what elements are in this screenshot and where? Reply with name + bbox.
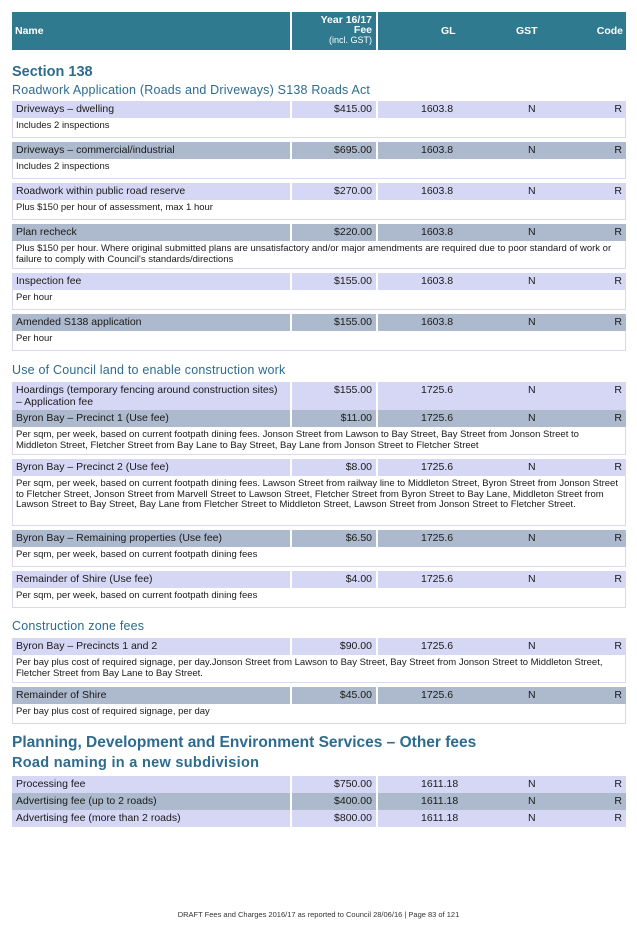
table-header (12, 12, 626, 50)
table-row: Driveways – commercial/industrial $695.00 1603.8 N R (12, 142, 626, 159)
table-row: Advertising fee (up to 2 roads) $400.00 1611.18 N R (12, 793, 626, 810)
section-subtitle: Construction zone fees (12, 619, 145, 633)
header-codes (378, 12, 626, 50)
header-gl: GL (441, 25, 456, 37)
table-row: Byron Bay – Precinct 1 (Use fee) $11.00 1725.6 N R (12, 410, 626, 427)
table-row: Plan recheck $220.00 1603.8 N R (12, 224, 626, 241)
table-row: Byron Bay – Precinct 2 (Use fee) $8.00 1725.6 N R (12, 459, 626, 476)
row-description: Includes 2 inspections (12, 118, 626, 138)
row-description: Includes 2 inspections (12, 159, 626, 179)
row-description: Per bay plus cost of required signage, per day (12, 704, 626, 724)
table-row: Byron Bay – Remaining properties (Use fee) $6.50 1725.6 N R (12, 530, 626, 547)
header-gst: GST (516, 25, 538, 37)
section-subtitle: Road naming in a new subdivision (12, 755, 260, 771)
table-row: Advertising fee (more than 2 roads) $800.00 1611.18 N R (12, 810, 626, 827)
section-subtitle: Use of Council land to enable construction work (12, 363, 286, 377)
table-row: Byron Bay – Precincts 1 and 2 $90.00 1725.6 N R (12, 638, 626, 655)
row-description: Plus $150 per hour. Where original submitted plans are unsatisfactory and/or major amendments are required due to poor standard of work or failure to comply with Council's standards/directions (12, 241, 626, 269)
row-description: Per hour (12, 290, 626, 310)
row-description: Per sqm, per week, based on current footpath dining fees (12, 588, 626, 608)
header-name: Name (12, 12, 290, 50)
page-footer: DRAFT Fees and Charges 2016/17 as reported to Council 28/06/16 | Page 83 of 121 (177, 910, 460, 919)
section-subtitle: Roadwork Application (Roads and Driveways) S138 Roads Act (12, 83, 371, 97)
table-row: Amended S138 application $155.00 1603.8 N R (12, 314, 626, 331)
row-description: Per hour (12, 331, 626, 351)
section-title: Section 138 (12, 64, 93, 80)
row-description: Per sqm, per week, based on current footpath dining fees (12, 547, 626, 567)
row-description: Per bay plus cost of required signage, per day.Jonson Street from Lawson to Bay Street, Bay Street from Jonson Street to Middleton Street, Fletcher Street from Bay Lane to Bay Street. (12, 655, 626, 683)
header-code: Code (596, 25, 623, 37)
table-row: Driveways – dwelling $415.00 1603.8 N R (12, 101, 626, 118)
table-row: Inspection fee $155.00 1603.8 N R (12, 273, 626, 290)
row-description: Plus $150 per hour of assessment, max 1 hour (12, 200, 626, 220)
row-description: Per sqm, per week, based on current footpath dining fees. Lawson Street from railway line to Middleton Street, Byron Street from Jonson Street to Fletcher Street, Jonson Street from Marvell Street to Lawson Street, Fletcher Street from Byron Street to Bay Lane, Middleton Street from Lawson Street to Bay Street, Bay Lane from Fletcher Street to Middleton Street, Lawson Street from Jonson Street to Fletcher Street. (12, 476, 626, 526)
table-row: Processing fee $750.00 1611.18 N R (12, 776, 626, 793)
table-row: Remainder of Shire $45.00 1725.6 N R (12, 687, 626, 704)
row-description: Per sqm, per week, based on current footpath dining fees. Jonson Street from Lawson to Bay Street, Bay Street from Jonson Street to Middleton Street, Fletcher Street from Bay Lane to Bay Street, Bay Lane from Jonson Street to Fletcher Street (12, 427, 626, 455)
fees-page (12, 12, 626, 827)
table-row: Remainder of Shire (Use fee) $4.00 1725.6 N R (12, 571, 626, 588)
table-row: Roadwork within public road reserve $270.00 1603.8 N R (12, 183, 626, 200)
section-title: Planning, Development and Environment Services – Other fees (12, 734, 477, 751)
header-fee: Year 16/17 Fee (incl. GST) (292, 12, 376, 50)
table-row: Hoardings (temporary fencing around construction sites) – Application fee $155.00 1725.6 N R (12, 382, 626, 410)
